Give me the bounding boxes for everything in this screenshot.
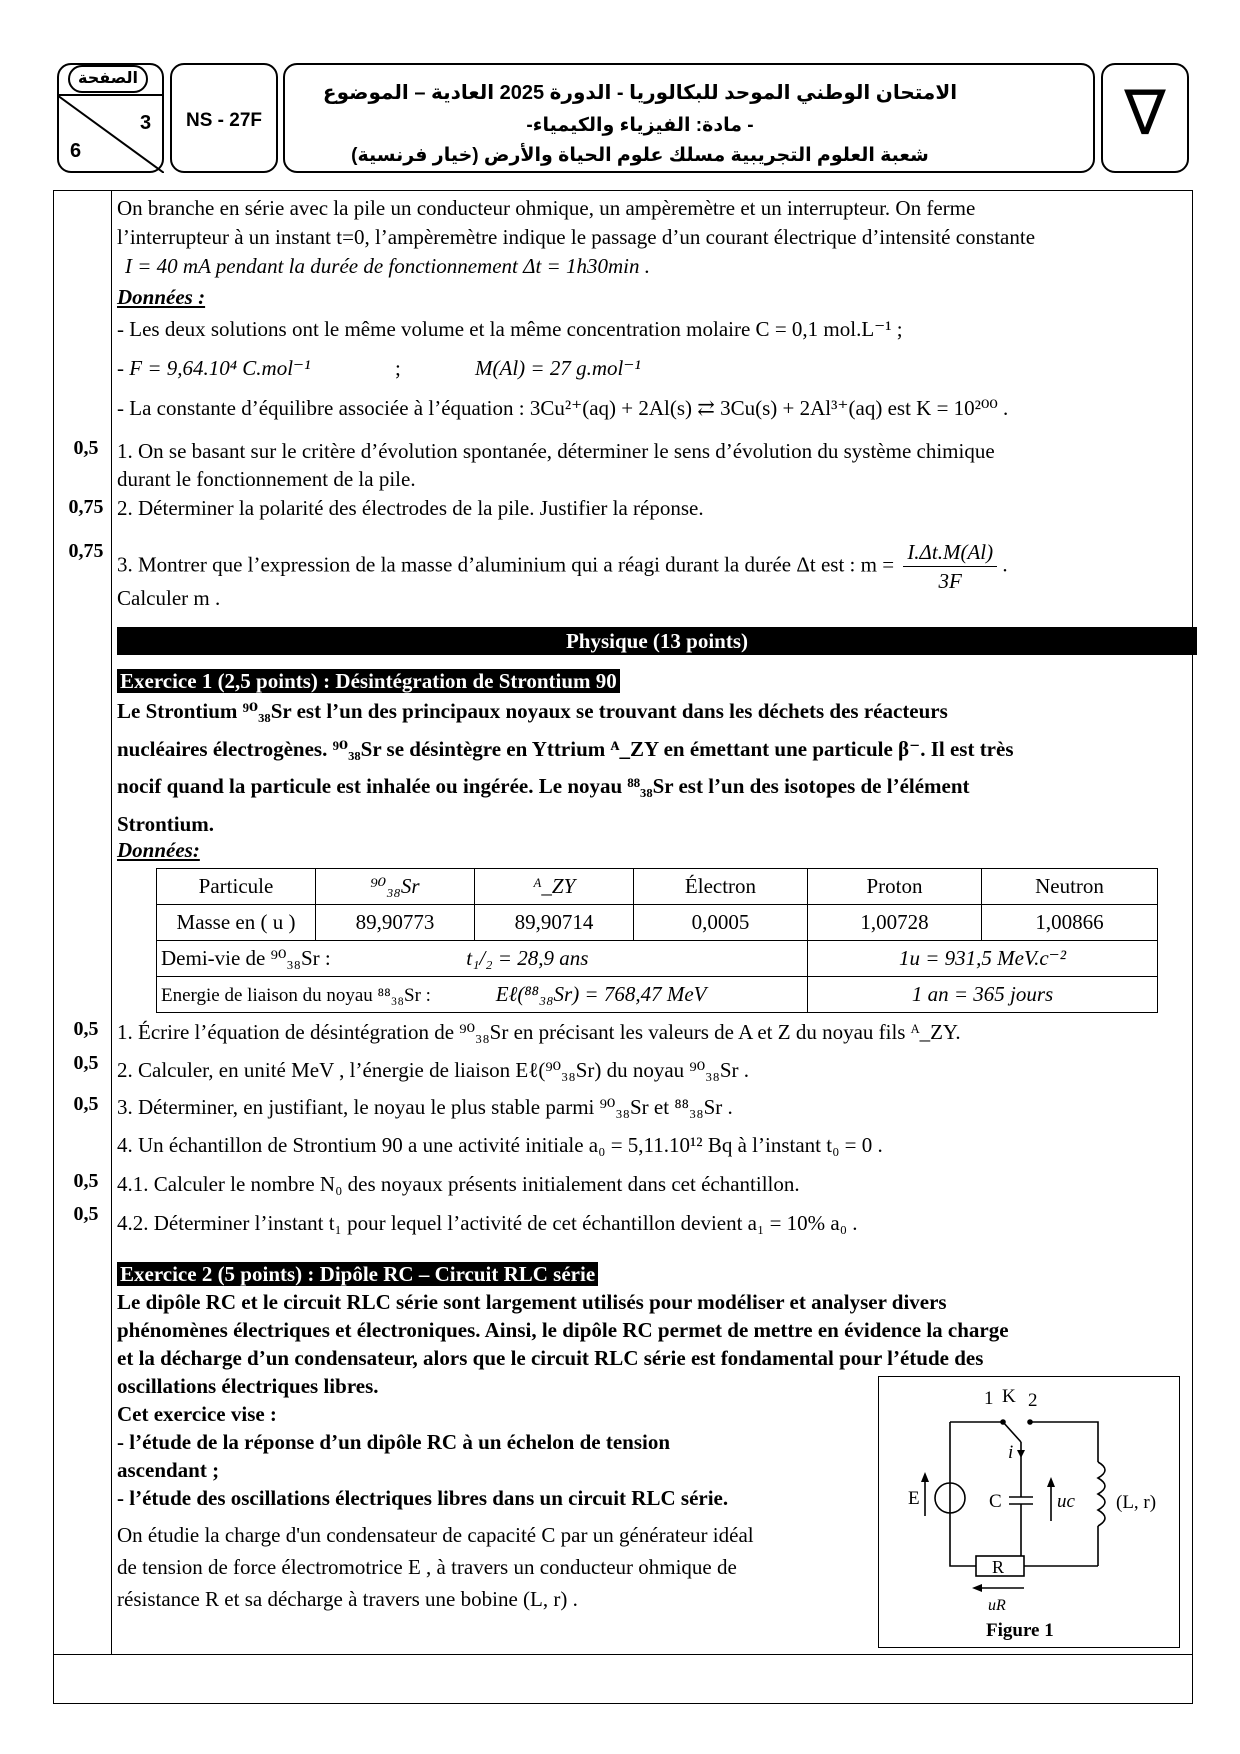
chem-data-2a: - F = 9,64.10⁴ C.mol⁻¹ — [117, 356, 311, 380]
table-cell: 1 an = 365 jours — [808, 977, 1158, 1013]
mass-fraction-num: I.Δt.M(Al) — [903, 538, 997, 567]
score-chem-q3: 0,75 — [68, 540, 104, 562]
page-num: 3 — [140, 112, 152, 134]
binding-value: Eℓ(⁸⁸₃₈Sr) = 768,47 MeV — [495, 982, 707, 1006]
score-ex1-q41: 0,5 — [73, 1170, 99, 1192]
binding-label: Energie de liaison du noyau ⁸⁸₃₈Sr : — [161, 985, 431, 1006]
ex1-q2: 2. Calculer, en unité MeV , l’énergie de liaison Eℓ(⁹⁰₃₈Sr) du noyau ⁹⁰₃₈Sr . — [117, 1058, 749, 1082]
ex2-p2: phénomènes électriques et électroniques. Ainsi, le dipôle RC permet de mettre en évidence la charge — [117, 1318, 1009, 1342]
ex2-p8: - l’étude des oscillations électriques libres dans un circuit RLC série. — [117, 1486, 729, 1510]
ex1-q3: 3. Déterminer, en justifiant, le noyau le plus stable parmi ⁹⁰₃₈Sr et ⁸⁸₃₈Sr . — [117, 1095, 733, 1119]
score-ex1-q3: 0,5 — [73, 1093, 99, 1115]
footer-divider — [53, 1654, 1193, 1655]
table-header-cell: Électron — [634, 869, 808, 905]
score-ex1-q1: 0,5 — [73, 1018, 99, 1040]
exam-code: NS - 27F — [185, 110, 263, 131]
label-i: i — [1008, 1442, 1014, 1463]
ex2-p6: - l’étude de la réponse d’un dipôle RC à un échelon de tension — [117, 1430, 671, 1454]
ex2-p10: de tension de force électromotrice E , à travers un conducteur ohmique de — [117, 1555, 737, 1579]
table-cell: 1,00728 — [808, 905, 982, 941]
nabla-symbol: ∇ — [1124, 79, 1166, 148]
ex1-p2: nucléaires électrogènes. ⁹⁰₃₈Sr se désintègre en Yttrium ᴬ_ZY en émettant une particule β⁻. Il est très — [117, 737, 1014, 761]
exam-title: الامتحان الوطني الموحد للبكالوريا - الدورة 2025 العادية – الموضوع — [322, 82, 958, 104]
ex1-title-wrap — [117, 667, 1197, 695]
label-r: R — [992, 1557, 1005, 1577]
page-label: الصفحة — [68, 65, 148, 93]
table-cell: 89,90714 — [475, 905, 634, 941]
chem-data-2c: M(Al) = 27 g.mol⁻¹ — [475, 356, 641, 380]
ex1-title: Exercice 1 (2,5 points) : Désintégration de Strontium 90 — [117, 669, 620, 693]
table-cell — [157, 977, 808, 1013]
table-cell: Masse en ( u ) — [157, 905, 316, 941]
halflife-value: t₁/₂ = 28,9 ans — [466, 946, 589, 970]
table-cell — [157, 941, 808, 977]
coil — [1098, 1462, 1105, 1526]
ex1-q42: 4.2. Déterminer l’instant t₁ pour lequel l’activité de cet échantillon devient a₁ = 10% a₀ . — [117, 1211, 858, 1235]
label-uc: uc — [1057, 1491, 1075, 1512]
exam-branch: شعبة العلوم التجريبية مسلك علوم الحياة والأرض (خيار فرنسية) — [351, 145, 929, 166]
label-k1: 1 — [984, 1388, 994, 1409]
chem-q3-line: 3. Montrer que l’expression de la masse d’aluminium qui a réagi durant la durée Δt est : m = $\frac{I.\Delta t.M(Al)}{3F}$ . — [117, 540, 1008, 593]
physique-title: Physique (13 points) — [565, 629, 749, 653]
label-e: E — [908, 1488, 920, 1509]
ex1-donnees: Données: — [117, 838, 200, 862]
chem-data-1: - Les deux solutions ont le même volume et la même concentration molaire C = 0,1 mol.L⁻¹ ; — [117, 317, 903, 341]
ex1-p1: Le Strontium ⁹⁰₃₈Sr est l’un des principaux noyaux se trouvant dans les déchets des réacteurs — [117, 699, 948, 723]
ex1-data-table — [156, 868, 1158, 1013]
ex2-p9: On étudie la charge d'un condensateur de capacité C par un générateur idéal — [117, 1523, 754, 1547]
chem-data-3: - La constante d’équilibre associée à l’équation : 3Cu²⁺(aq) + 2Al(s) ⇄ 3Cu(s) + 2Al³⁺(aq) est K = 10²⁰⁰ . — [117, 396, 1009, 420]
ex1-q41: 4.1. Calculer le nombre N₀ des noyaux présents initialement dans cet échantillon. — [117, 1172, 800, 1196]
table-cell: 0,0005 — [634, 905, 808, 941]
ex2-p7: ascendant ; — [117, 1458, 220, 1482]
label-lr: (L, r) — [1116, 1492, 1157, 1513]
score-ex1-q2: 0,5 — [73, 1052, 99, 1074]
circuit-diagram — [878, 1376, 1178, 1646]
chem-q3: 3. Montrer que l’expression de la masse d’aluminium qui a réagi durant la durée Δt est : m = — [117, 552, 895, 577]
chem-q1b: durant le fonctionnement de la pile. — [117, 467, 416, 491]
table-header-cell: ⁹⁰₃₈Sr — [316, 869, 475, 905]
chem-q2: 2. Déterminer la polarité des électrodes de la pile. Justifier la réponse. — [117, 496, 704, 520]
score-column-divider — [111, 190, 112, 1654]
label-k: K — [1002, 1386, 1016, 1407]
label-k2: 2 — [1028, 1390, 1038, 1411]
ex2-p5: Cet exercice vise : — [117, 1402, 277, 1426]
chem-intro-3: I = 40 mA pendant la durée de fonctionnement Δt = 1h30min . — [125, 254, 650, 278]
mass-fraction-den: 3F — [938, 569, 962, 593]
table-row — [157, 941, 1158, 977]
score-chem-q1: 0,5 — [73, 437, 99, 459]
ex2-p4: oscillations électriques libres. — [117, 1374, 379, 1398]
table-row — [157, 977, 1158, 1013]
score-ex1-q42: 0,5 — [73, 1203, 99, 1225]
page-total: 6 — [70, 140, 82, 162]
ex2-title: Exercice 2 (5 points) : Dipôle RC – Circuit RLC série — [117, 1262, 598, 1286]
table-row — [157, 905, 1158, 941]
label-ur: uR — [988, 1597, 1006, 1614]
ex1-q1: 1. Écrire l’équation de désintégration de ⁹⁰₃₈Sr en précisant les valeurs de A et Z du noyau fils ᴬ_ZY. — [117, 1020, 961, 1044]
ex2-p3: et la décharge d’un condensateur, alors que le circuit RLC série est fondamental pour l’étude des — [117, 1346, 984, 1370]
switch-blade — [1003, 1422, 1021, 1442]
table-header-cell: Proton — [808, 869, 982, 905]
table-header-cell: Particule — [157, 869, 316, 905]
chem-q1a: 1. On se basant sur le critère d’évolution spontanée, déterminer le sens d’évolution du système chimique — [117, 439, 995, 463]
table-header-cell: Neutron — [982, 869, 1158, 905]
label-c: C — [989, 1491, 1002, 1512]
chem-intro-1: On branche en série avec la pile un conducteur ohmique, un ampèremètre et un interrupteur. On ferme — [117, 196, 976, 220]
table-cell: 89,90773 — [316, 905, 475, 941]
chem-data-2b: ; — [395, 356, 401, 380]
exam-subject: - مادة: الفيزياء والكيمياء- — [526, 115, 754, 136]
table-cell: 1u = 931,5 MeV.c⁻² — [808, 941, 1158, 977]
chem-intro-2: l’interrupteur à un instant t=0, l’ampèremètre indique le passage d’un courant électrique d’intensité constante — [117, 225, 1036, 249]
table-header-row — [157, 869, 1158, 905]
ex1-p4: Strontium. — [117, 812, 215, 836]
halflife-label: Demi-vie de ⁹⁰₃₈Sr : — [161, 946, 331, 970]
ex2-title-wrap — [117, 1260, 1197, 1288]
chem-donnees: Données : — [117, 285, 206, 309]
chem-q3-calc: Calculer m . — [117, 586, 221, 610]
score-chem-q2: 0,75 — [68, 496, 104, 518]
table-header-cell: ᴬ_ZY — [475, 869, 634, 905]
table-cell: 1,00866 — [982, 905, 1158, 941]
ex2-p1: Le dipôle RC et le circuit RLC série sont largement utilisés pour modéliser et analyser divers — [117, 1290, 947, 1314]
ex2-p11: résistance R et sa décharge à travers une bobine (L, r) . — [117, 1587, 578, 1611]
ex1-p3: nocif quand la particule est inhalée ou ingérée. Le noyau ⁸⁸₃₈Sr est l’un des isotopes de l’élément — [117, 774, 970, 798]
switch-contact-1 — [1001, 1420, 1005, 1424]
figure-1-caption: Figure 1 — [986, 1620, 1054, 1641]
ex1-q4: 4. Un échantillon de Strontium 90 a une activité initiale a₀ = 5,11.10¹² Bq à l’instant t₀ = 0 . — [117, 1133, 883, 1157]
